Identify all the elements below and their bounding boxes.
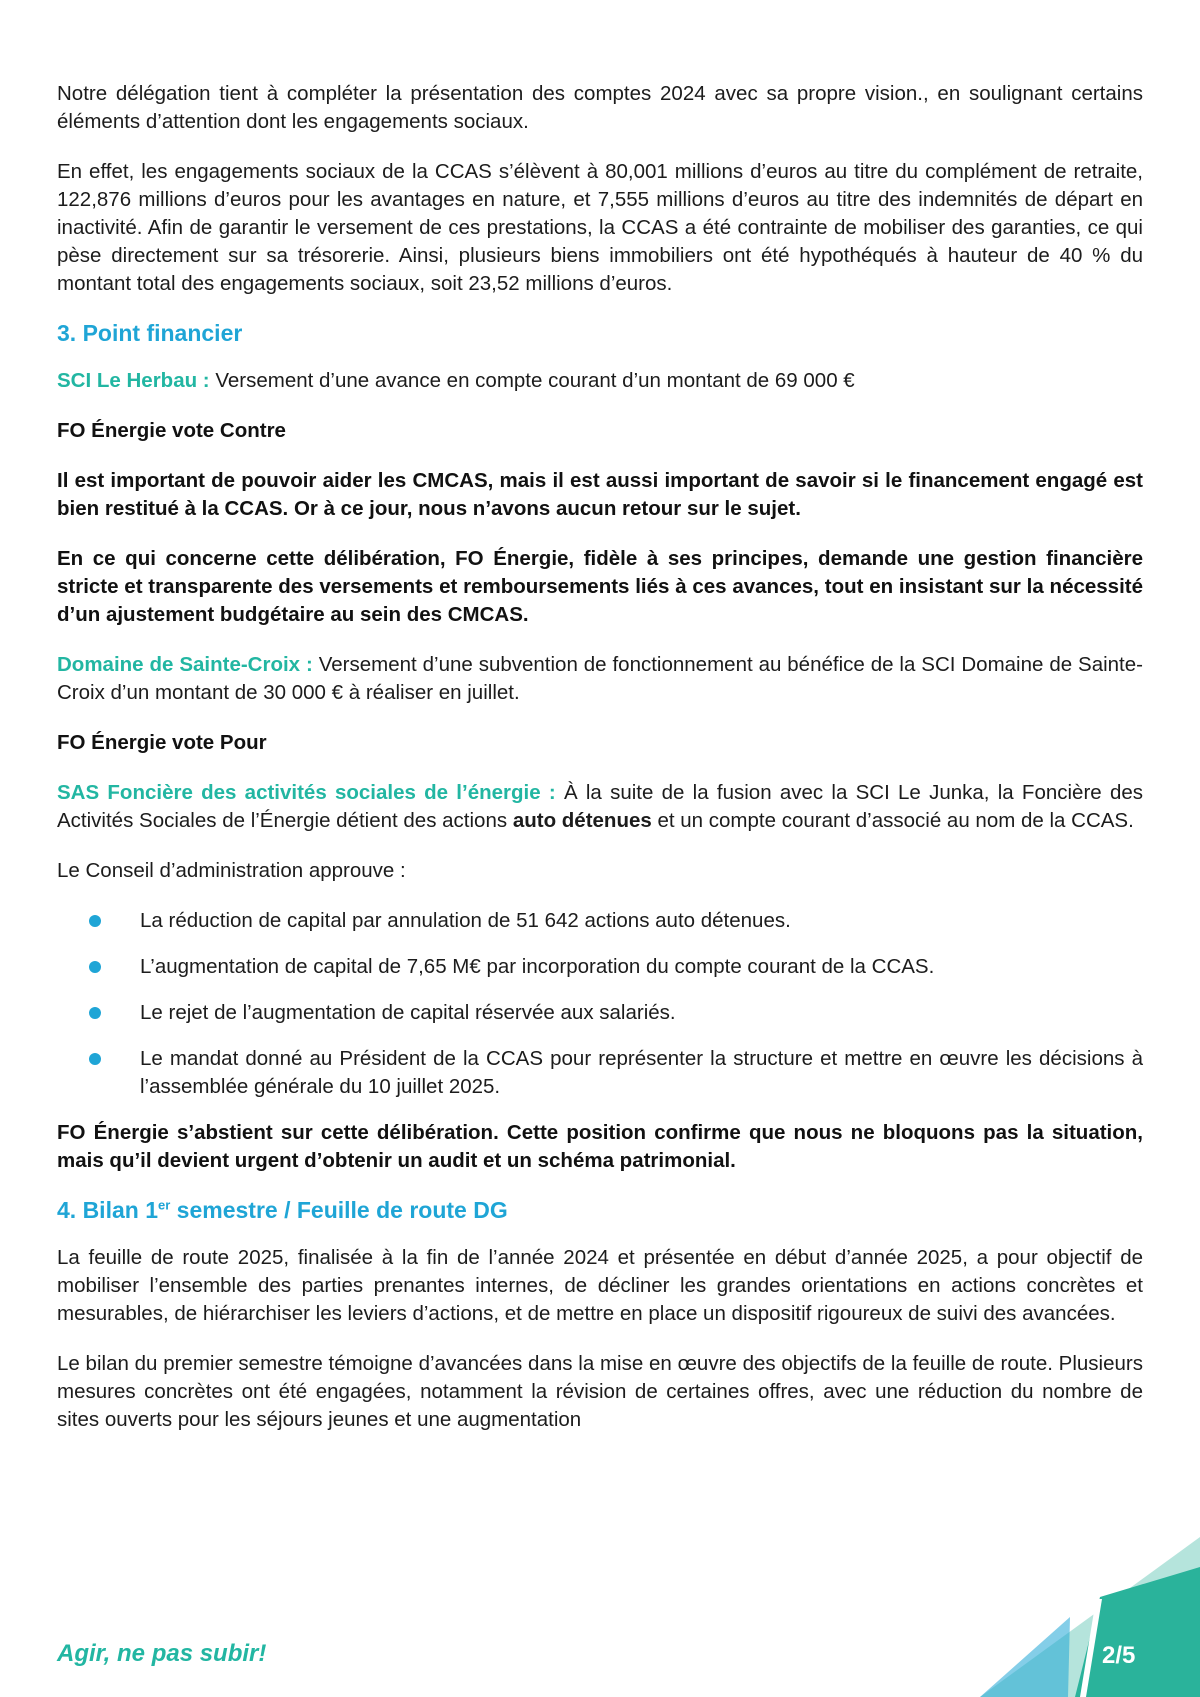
bullet-dot-icon	[89, 1007, 101, 1019]
sainte-croix-label: Domaine de Sainte-Croix :	[57, 653, 313, 676]
section-3-heading: 3. Point financier	[57, 320, 243, 346]
list-item	[57, 907, 1143, 935]
section-4-paragraph-2: Le bilan du premier semestre témoigne d’avancées dans la mise en œuvre des objectifs de la feuille de route. Plusieurs mesures concrètes ont été engagées, notamment la révision de certaines offres, avec une réduction du nombre de sites ouverts pour les séjours jeunes et une augmentation	[57, 1352, 1143, 1431]
sas-text-a: À la suite de la fusion avec la SCI Le Junka, la Foncière des Activités Sociales de l’Énergie détient des actions	[57, 781, 1143, 832]
document-body	[57, 80, 1143, 1456]
list-item	[57, 999, 1143, 1027]
list-item	[57, 953, 1143, 981]
section-4-title-a: 4. Bilan 1	[57, 1197, 158, 1223]
herbau-text: Versement d’une avance en compte courant d’un montant de 69 000 €	[209, 369, 855, 392]
intro-paragraph-1: Notre délégation tient à compléter la présentation des comptes 2024 avec sa propre vision., en soulignant certains éléments d’attention dont les engagements sociaux.	[57, 82, 1143, 133]
herbau-comment-2: En ce qui concerne cette délibération, FO Énergie, fidèle à ses principes, demande une gestion financière stricte et transparente des versements et remboursements liés à ces avances, tout en insistant sur la nécessité d’un ajustement budgétaire au sein des CMCAS.	[57, 547, 1143, 626]
page-number: 2/5	[1102, 1642, 1136, 1669]
decision-list	[57, 907, 1143, 1101]
section-4-title-sup: er	[157, 1197, 171, 1213]
list-item-text: La réduction de capital par annulation de 51 642 actions auto détenues.	[140, 909, 791, 932]
bullet-dot-icon	[89, 1053, 101, 1065]
sas-text-bold: auto détenues	[512, 809, 652, 832]
section-4-heading	[57, 1197, 1143, 1224]
sas-label: SAS Foncière des activités sociales de l’énergie :	[57, 781, 556, 804]
herbau-vote: FO Énergie vote Contre	[57, 419, 286, 442]
sainte-croix-vote: FO Énergie vote Pour	[57, 731, 267, 754]
sainte-croix-text: Versement d’une subvention de fonctionnement au bénéfice de la SCI Domaine de Sainte-Croix d’un montant de 30 000 € à réaliser en juillet.	[57, 653, 1143, 704]
sas-text-b: et un compte courant d’associé au nom de la CCAS.	[651, 809, 1134, 832]
list-item	[57, 1045, 1143, 1101]
bullet-dot-icon	[89, 915, 101, 927]
list-item-text: Le rejet de l’augmentation de capital réservée aux salariés.	[140, 1001, 676, 1024]
herbau-label: SCI Le Herbau :	[57, 369, 210, 392]
footer-slogan: Agir, ne pas subir!	[57, 1640, 267, 1667]
list-item-text: L’augmentation de capital de 7,65 M€ par incorporation du compte courant de la CCAS.	[140, 955, 935, 978]
section-4-paragraph-1: La feuille de route 2025, finalisée à la fin de l’année 2024 et présentée en début d’année 2025, a pour objectif de mobiliser l’ensemble des parties prenantes internes, de décliner les grandes orientations en actions concrètes et mesurables, de hiérarchiser les leviers d’actions, et de mettre en place un dispositif rigoureux de suivi des avancées.	[57, 1246, 1143, 1325]
intro-paragraph-2: En effet, les engagements sociaux de la CCAS s’élèvent à 80,001 millions d’euros au titre du complément de retraite, 122,876 millions d’euros pour les avantages en nature, et 7,555 millions d’euros au titre des indemnités de départ en inactivité. Afin de garantir le versement de ces prestations, la CCAS a été contrainte de mobiliser des garanties, ce qui pèse directement sur sa trésorerie. Ainsi, plusieurs biens immobiliers ont été hypothéqués à hauteur de 40 % du montant total des engagements sociaux, soit 23,52 millions d’euros.	[57, 160, 1143, 295]
corner-decoration	[980, 1537, 1200, 1697]
herbau-paragraph	[57, 367, 1143, 395]
sas-vote: FO Énergie s’abstient sur cette délibération. Cette position confirme que nous ne bloquons pas la situation, mais qu’il devient urgent d’obtenir un audit et un schéma patrimonial.	[57, 1121, 1143, 1172]
sainte-croix-paragraph	[57, 651, 1143, 707]
conseil-paragraph: Le Conseil d’administration approuve :	[57, 859, 406, 882]
sas-paragraph	[57, 779, 1143, 835]
herbau-comment-1: Il est important de pouvoir aider les CMCAS, mais il est aussi important de savoir si le financement engagé est bien restitué à la CCAS. Or à ce jour, nous n’avons aucun retour sur le sujet.	[57, 469, 1143, 520]
bullet-dot-icon	[89, 961, 101, 973]
section-4-title-b: semestre / Feuille de route DG	[170, 1197, 508, 1223]
list-item-text: Le mandat donné au Président de la CCAS pour représenter la structure et mettre en œuvre les décisions à l’assemblée générale du 10 juillet 2025.	[140, 1047, 1143, 1098]
corner-blue-shape	[980, 1617, 1070, 1697]
